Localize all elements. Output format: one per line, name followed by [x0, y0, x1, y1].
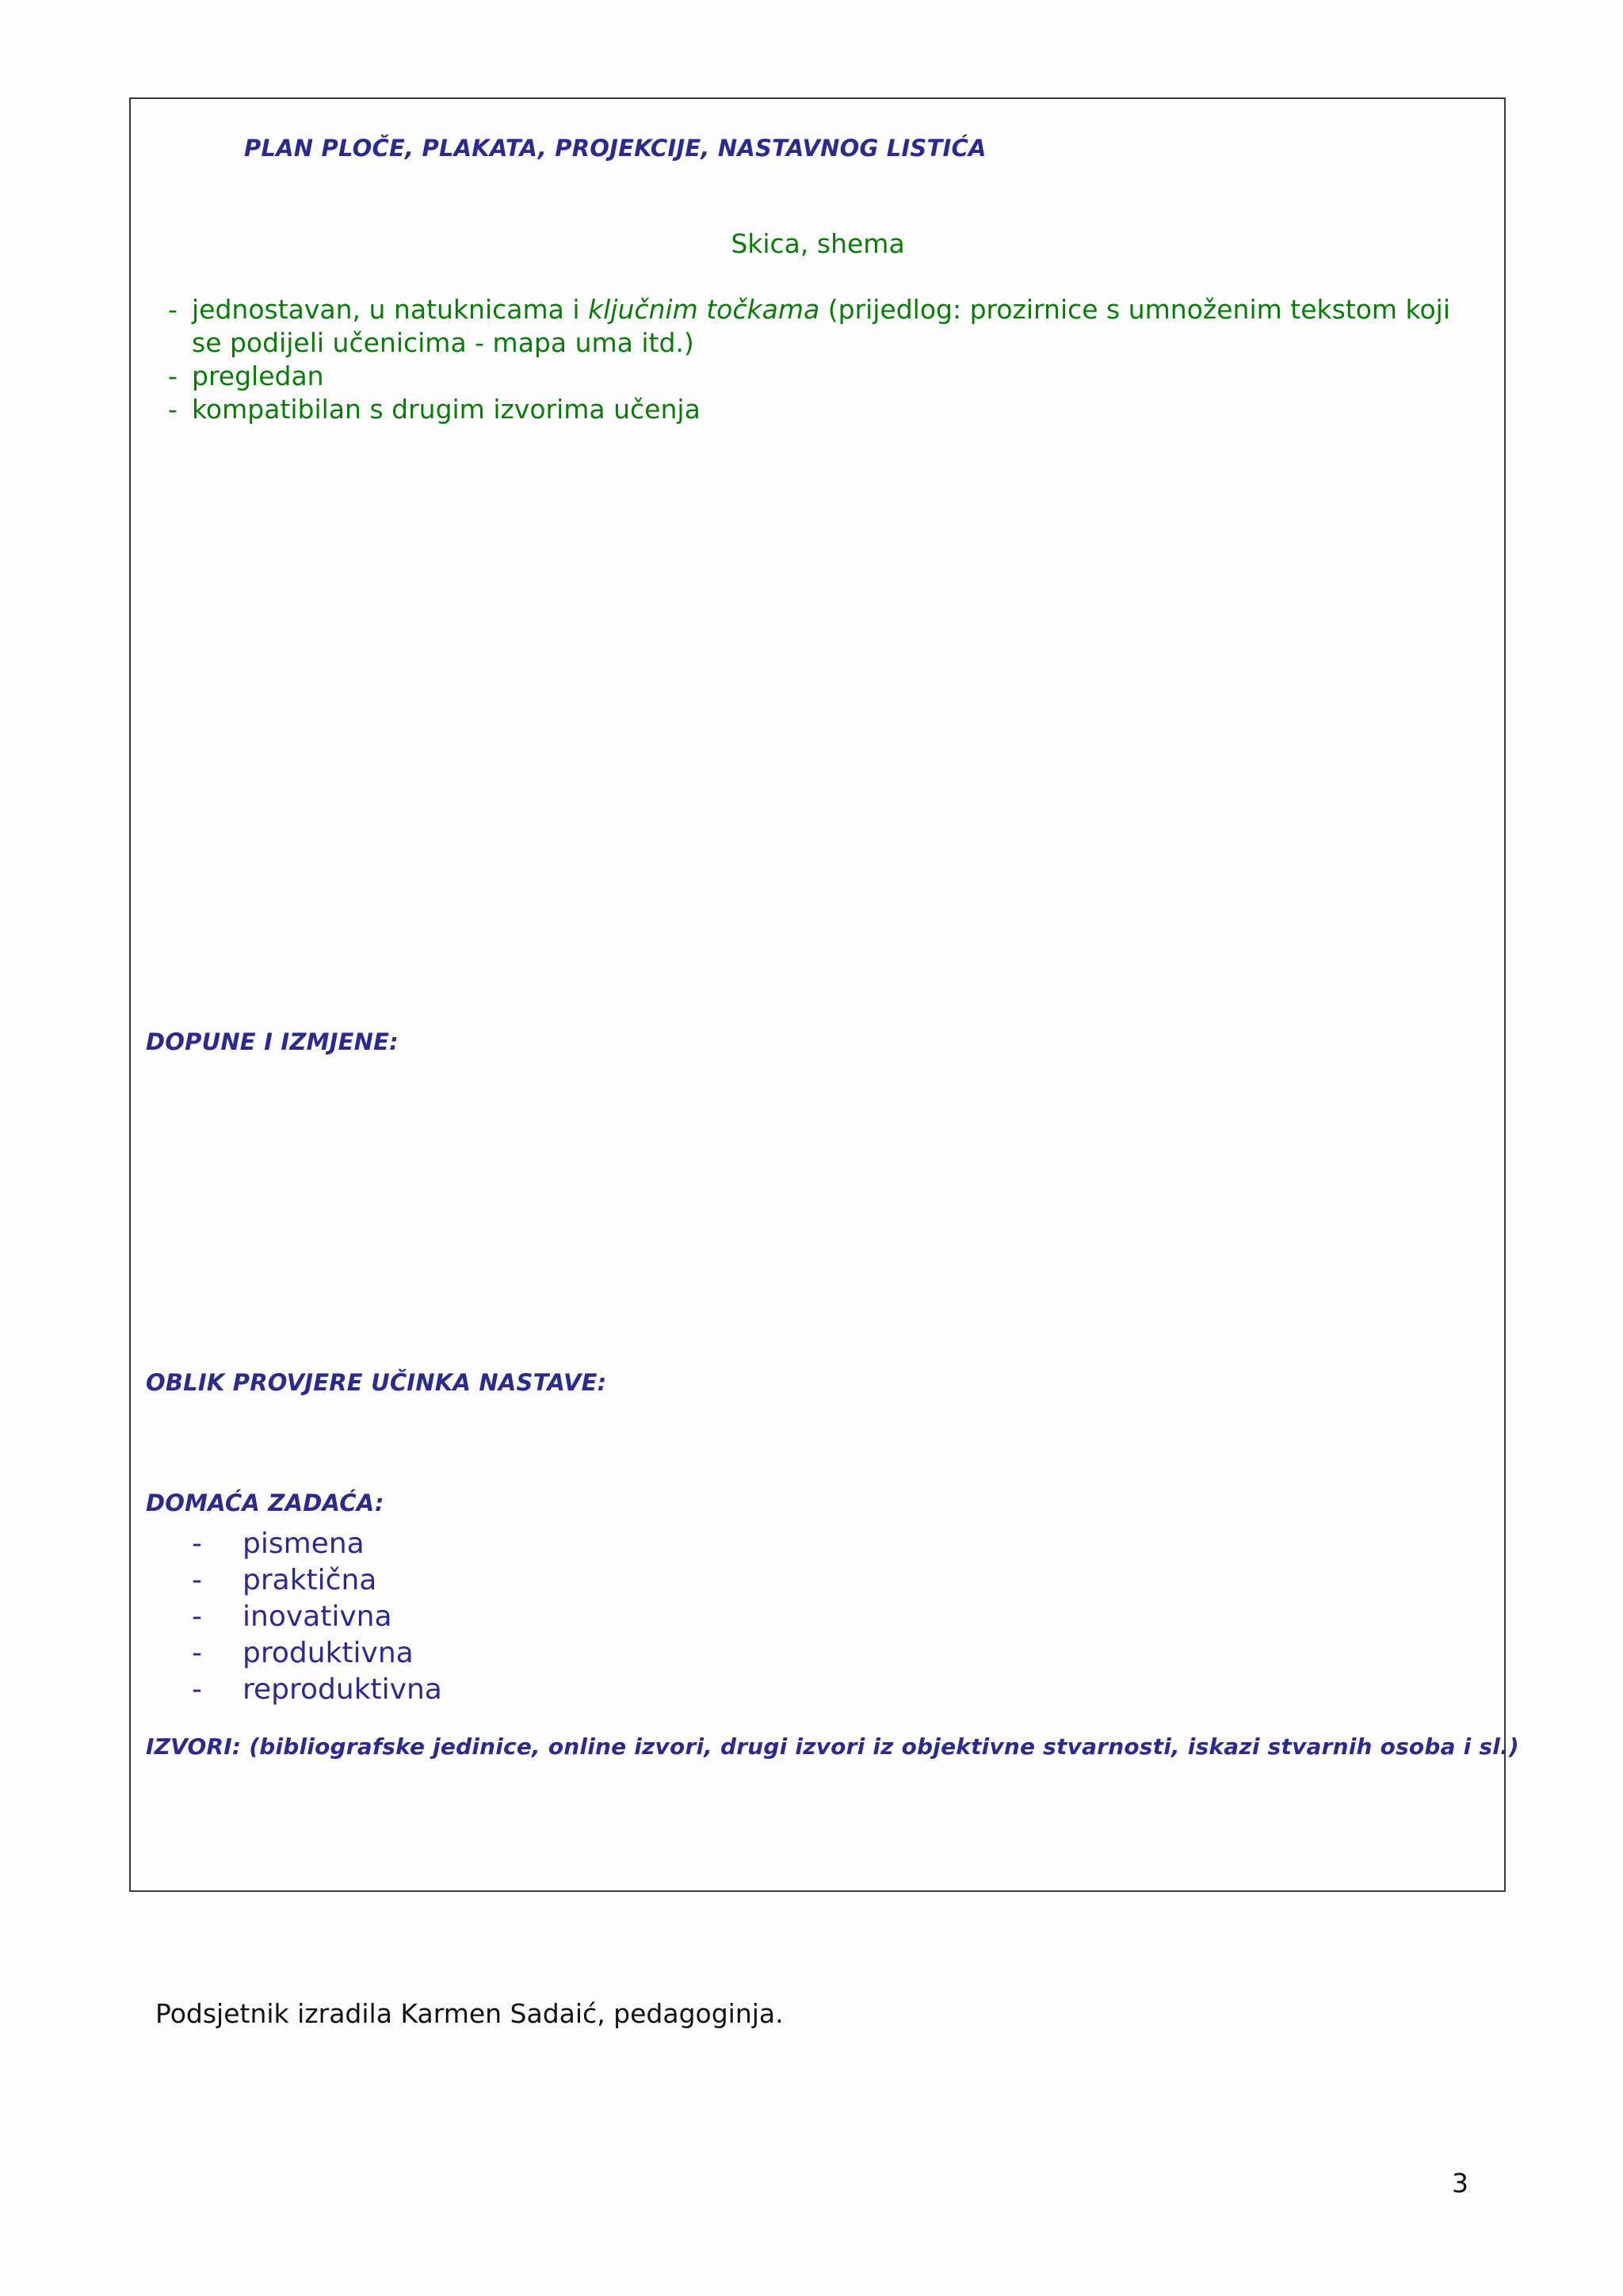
list-dash: - — [168, 360, 178, 391]
page-number: 3 — [1452, 2168, 1468, 2199]
list-dash: - — [192, 1637, 202, 1669]
list-dash: - — [192, 1527, 202, 1560]
list-item — [168, 360, 1484, 393]
author-note: Podsjetnik izradila Karmen Sadaić, pedagoginja. — [155, 1998, 784, 2029]
list-item — [192, 1672, 442, 1708]
list-dash: - — [192, 1564, 202, 1596]
list-dash: - — [168, 394, 178, 425]
sources-heading: IZVORI: (bibliografske jedinice, online izvori, drugi izvori iz objektivne stvarnosti, iskazi stvarnih osoba i sl.) — [146, 1733, 1519, 1760]
list-item-text: reproduktivna — [242, 1673, 442, 1706]
list-item — [192, 1599, 442, 1635]
list-item-text: produktivna — [242, 1637, 414, 1669]
changes-heading: DOPUNE I IZMJENE: — [146, 1028, 399, 1055]
homework-list — [192, 1526, 442, 1708]
list-item-text: inovativna — [242, 1600, 392, 1633]
list-dash: - — [192, 1600, 202, 1633]
list-item-keyword: ključnim točkama — [588, 294, 820, 325]
list-item-text: pregledan — [192, 360, 324, 391]
plan-criteria-list — [168, 293, 1484, 426]
plan-heading: PLAN PLOČE, PLAKATA, PROJEKCIJE, NASTAVNOG LISTIĆA — [244, 135, 987, 162]
list-item — [168, 393, 1484, 426]
list-item — [168, 293, 1484, 360]
list-item — [192, 1562, 442, 1599]
list-item-text: pismena — [242, 1527, 365, 1560]
sketch-title: Skica, shema — [731, 228, 905, 259]
homework-heading: DOMAĆA ZADAĆA: — [146, 1489, 384, 1516]
list-dash: - — [192, 1673, 202, 1706]
list-item-text: praktična — [242, 1564, 377, 1596]
list-item-text: jednostavan, u natuknicama i — [192, 294, 588, 325]
assessment-heading: OBLIK PROVJERE UČINKA NASTAVE: — [146, 1369, 607, 1396]
list-item — [192, 1526, 442, 1562]
list-item — [192, 1635, 442, 1672]
list-item-text: (prijedlog: prozirnice s umnoženim tekstom koji se podijeli učenicima - mapa uma itd.) — [192, 294, 1451, 358]
list-item-text: kompatibilan s drugim izvorima učenja — [192, 394, 701, 425]
list-dash: - — [168, 294, 178, 325]
